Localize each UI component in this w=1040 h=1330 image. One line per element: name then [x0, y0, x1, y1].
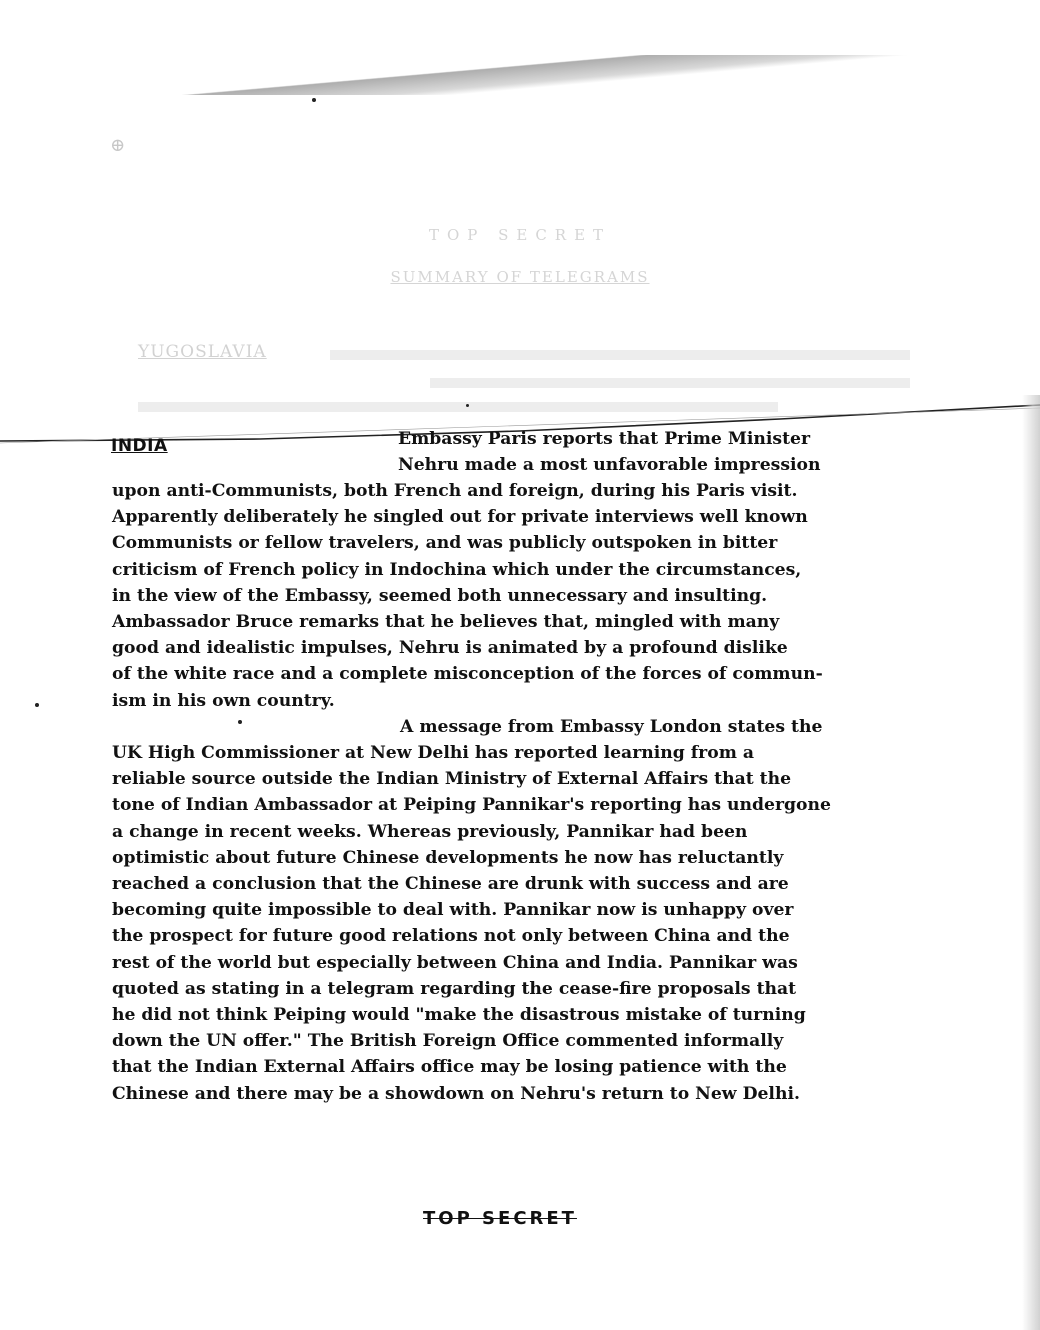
text-line: becoming quite impossible to deal with. Pannikar now is unhappy over — [112, 900, 794, 921]
scan-speck — [312, 98, 316, 102]
faint-text-line — [330, 350, 910, 360]
text-line: criticism of French policy in Indochina which under the circumstances, — [112, 559, 802, 580]
text-line: Communists or fellow travelers, and was publicly outspoken in bitter — [112, 533, 778, 554]
text-line: Embassy Paris reports that Prime Minister — [398, 429, 811, 449]
text-line: Ambassador Bruce remarks that he believes that, mingled with many — [112, 612, 780, 633]
text-line: that the Indian External Affairs office may be losing patience with the — [112, 1057, 787, 1078]
text-line: tone of Indian Ambassador at Peiping Pannikar's reporting has undergone — [112, 795, 831, 816]
text-line: the prospect for future good relations not only between China and the — [112, 926, 790, 947]
underlying-sheet — [0, 0, 1040, 440]
text-line: A message from Embassy London states the — [400, 717, 823, 737]
scan-speck — [238, 720, 242, 724]
scan-speck — [35, 703, 39, 707]
right-edge-shadow — [1022, 395, 1040, 1330]
underlying-section-label: YUGOSLAVIA — [138, 342, 267, 362]
text-line: reliable source outside the Indian Ministry of External Affairs that the — [112, 769, 791, 790]
text-line: of the white race and a complete misconception of the forces of commun- — [112, 664, 823, 685]
paragraph2-body — [112, 740, 917, 1107]
scan-speck — [466, 404, 469, 407]
faint-text-line — [430, 378, 910, 388]
text-line: reached a conclusion that the Chinese are drunk with success and are — [112, 874, 789, 895]
classification-marking: TOP SECRET — [423, 1208, 577, 1229]
text-line: down the UN offer." The British Foreign Office commented informally — [112, 1031, 784, 1052]
text-line: in the view of the Embassy, seemed both unnecessary and insulting. — [112, 585, 768, 606]
paragraph2-lead — [400, 714, 900, 740]
text-line: Chinese and there may be a showdown on Nehru's return to New Delhi. — [112, 1083, 800, 1104]
text-line: UK High Commissioner at New Delhi has reported learning from a — [112, 743, 754, 763]
paragraph1-lead — [398, 426, 898, 478]
text-line: ism in his own country. — [112, 690, 335, 711]
faint-mark: ⊕ — [110, 135, 126, 156]
section-heading: INDIA — [111, 436, 168, 456]
text-line: a change in recent weeks. Whereas previously, Pannikar had been — [112, 821, 748, 842]
underlying-title: SUMMARY OF TELEGRAMS — [390, 268, 650, 286]
page-edge-shadow — [85, 55, 1005, 95]
underlying-classification: TOP SECRET — [428, 226, 612, 244]
text-line: he did not think Peiping would "make the disastrous mistake of turning — [112, 1005, 806, 1026]
text-line: optimistic about future Chinese developments he now has reluctantly — [112, 847, 784, 868]
paragraph1-body — [112, 478, 917, 714]
text-line: Nehru made a most unfavorable impression — [398, 455, 821, 476]
text-line: quoted as stating in a telegram regarding the cease-fire proposals that — [112, 978, 797, 999]
text-line: rest of the world but especially between China and India. Pannikar was — [112, 952, 798, 973]
text-line: Apparently deliberately he singled out for private interviews well known — [112, 507, 808, 528]
text-line: good and idealistic impulses, Nehru is animated by a profound dislike — [112, 638, 788, 659]
text-line: upon anti-Communists, both French and foreign, during his Paris visit. — [112, 481, 798, 501]
